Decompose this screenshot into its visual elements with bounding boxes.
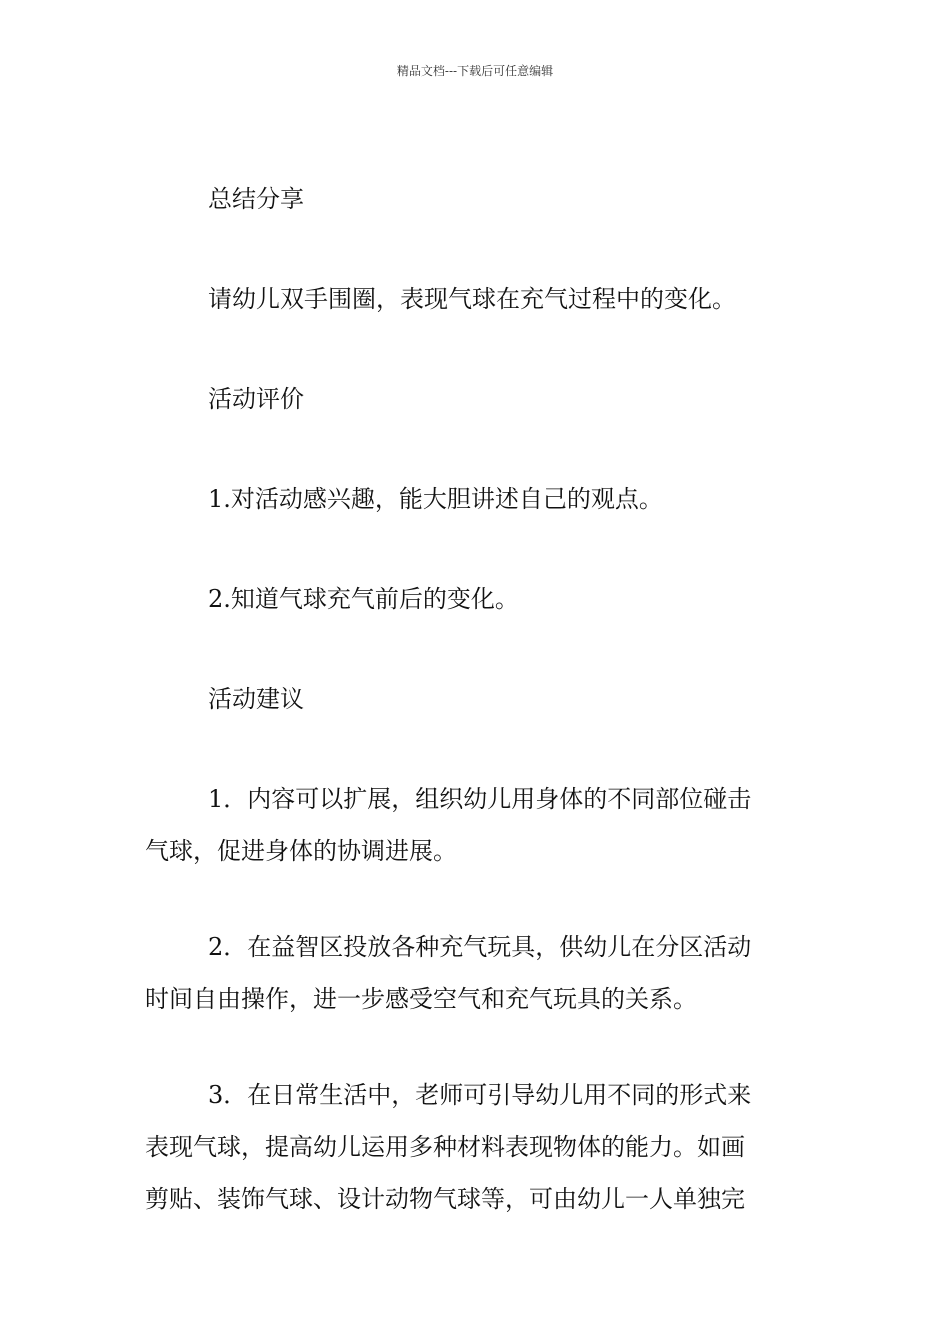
section-heading-suggestions: 活动建议 — [208, 685, 304, 713]
evaluation-item-2: 2.知道气球充气前后的变化。 — [208, 585, 519, 613]
suggestion-3-line-2: 表现气球，提高幼儿运用多种材料表现物体的能力。如画 — [145, 1133, 745, 1161]
suggestion-2-line-1: 2．在益智区投放各种充气玩具，供幼儿在分区活动 — [208, 933, 752, 961]
evaluation-item-1: 1.对活动感兴趣，能大胆讲述自己的观点。 — [208, 485, 663, 513]
section-heading-evaluation: 活动评价 — [208, 385, 304, 413]
page-header: 精品文档---下载后可任意编辑 — [396, 64, 554, 78]
section-heading-summary: 总结分享 — [208, 185, 304, 213]
suggestion-1-line-1: 1．内容可以扩展，组织幼儿用身体的不同部位碰击 — [208, 785, 752, 813]
suggestion-1-line-2: 气球，促进身体的协调进展。 — [145, 837, 457, 865]
suggestion-2-line-2: 时间自由操作，进一步感受空气和充气玩具的关系。 — [145, 985, 697, 1013]
summary-paragraph: 请幼儿双手围圈，表现气球在充气过程中的变化。 — [208, 285, 736, 313]
suggestion-3-line-3: 剪贴、装饰气球、设计动物气球等，可由幼儿一人单独完 — [145, 1185, 745, 1213]
suggestion-3-line-1: 3．在日常生活中，老师可引导幼儿用不同的形式来 — [208, 1081, 752, 1109]
